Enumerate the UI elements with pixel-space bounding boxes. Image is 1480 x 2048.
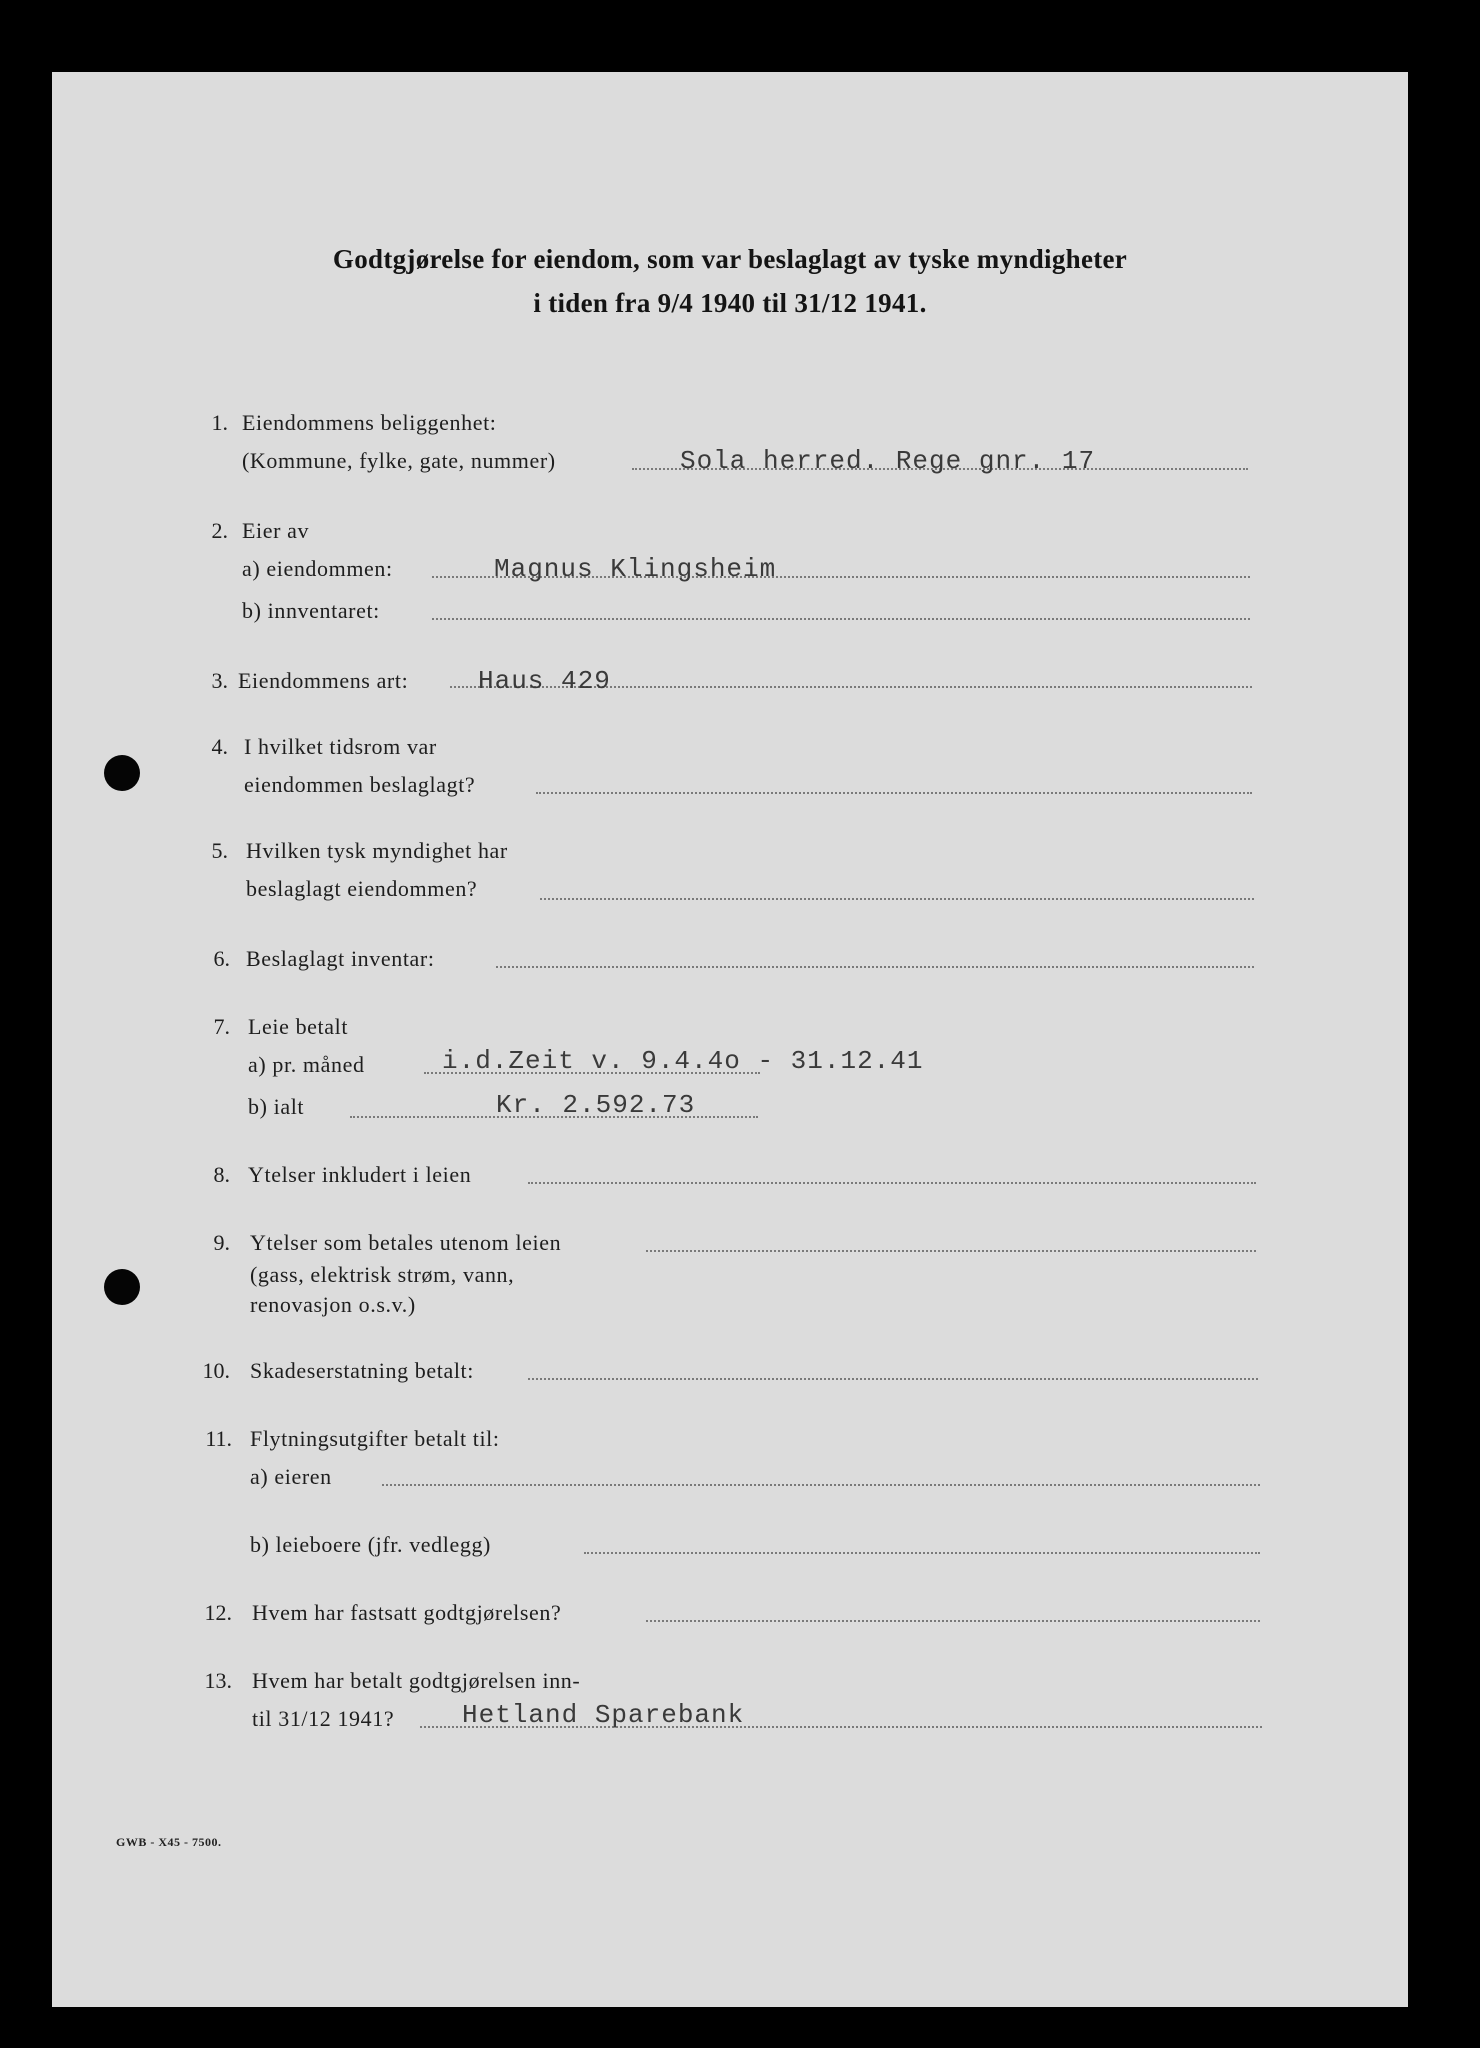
- label-owner-inventory: b) innventaret:: [242, 598, 380, 623]
- item-number: 10.: [202, 1358, 230, 1383]
- label-rent-paid: Leie betalt: [248, 1014, 349, 1039]
- punch-hole-bottom: [104, 1269, 140, 1305]
- label-services-extra-b: (gass, elektrisk strøm, vann,: [250, 1262, 515, 1287]
- field-line: [646, 1250, 1256, 1252]
- label-compensation-paid-b: til 31/12 1941?: [252, 1706, 395, 1731]
- form-title-line2: i tiden fra 9/4 1940 til 31/12 1941.: [533, 288, 927, 318]
- label-services-extra: Ytelser som betales utenom leien: [250, 1230, 562, 1255]
- label-services-extra-c: renovasjon o.s.v.): [250, 1292, 416, 1317]
- label-damages: Skadeserstatning betalt:: [250, 1358, 474, 1383]
- label-services-included: Ytelser inkludert i leien: [248, 1162, 472, 1187]
- label-period-b: eiendommen beslaglagt?: [244, 772, 476, 797]
- value-compensation-paid: Hetland Sparebank: [462, 1700, 745, 1730]
- item-number: 1.: [211, 410, 228, 435]
- label-authority: Hvilken tysk myndighet har: [246, 838, 508, 863]
- label-property-type: Eiendommens art:: [238, 668, 409, 693]
- label-moving-costs: Flytningsutgifter betalt til:: [250, 1426, 500, 1451]
- print-code: GWB - X45 - 7500.: [116, 1835, 222, 1849]
- item-number: 7.: [213, 1014, 230, 1039]
- item-number: 3.: [211, 668, 228, 693]
- item-number: 11.: [205, 1426, 232, 1451]
- label-compensation-paid: Hvem har betalt godtgjørelsen inn-: [252, 1668, 581, 1693]
- label-rent-monthly: a) pr. måned: [248, 1052, 365, 1077]
- item-number: 6.: [213, 946, 230, 971]
- label-owner: Eier av: [242, 518, 310, 543]
- label-authority-b: beslaglagt eiendommen?: [246, 876, 478, 901]
- item-number: 5.: [211, 838, 228, 863]
- label-compensation-set: Hvem har fastsatt godtgjørelsen?: [252, 1600, 562, 1625]
- field-line: [528, 1182, 1256, 1184]
- value-owner-property: Magnus Klingsheim: [494, 554, 777, 584]
- field-line: [540, 898, 1254, 900]
- field-line: [646, 1620, 1260, 1622]
- label-location: Eiendommens beliggenhet:: [242, 410, 497, 435]
- form-title-line1: Godtgjørelse for eiendom, som var beslaglagt av tyske myndigheter: [332, 244, 1128, 274]
- field-line: [584, 1552, 1260, 1554]
- label-moving-tenants: b) leieboere (jfr. vedlegg): [250, 1532, 491, 1557]
- field-line: [432, 618, 1250, 620]
- item-number: 4.: [211, 734, 228, 759]
- value-rent-total: Kr. 2.592.73: [496, 1090, 696, 1120]
- item-number: 13.: [204, 1668, 232, 1693]
- value-location: Sola herred. Rege gnr. 17: [680, 446, 1096, 476]
- field-line: [528, 1378, 1258, 1380]
- item-number: 2.: [211, 518, 228, 543]
- label-moving-owner: a) eieren: [250, 1464, 332, 1489]
- label-seized-inventory: Beslaglagt inventar:: [246, 946, 435, 971]
- value-property-type: Haus 429: [478, 666, 611, 696]
- item-number: 12.: [204, 1600, 232, 1625]
- item-number: 8.: [213, 1162, 230, 1187]
- label-period: I hvilket tidsrom var: [244, 734, 437, 759]
- label-owner-property: a) eiendommen:: [242, 556, 393, 581]
- label-location-hint: (Kommune, fylke, gate, nummer): [242, 448, 556, 473]
- field-line: [496, 966, 1254, 968]
- label-rent-total: b) ialt: [248, 1094, 305, 1119]
- item-number: 9.: [213, 1230, 230, 1255]
- punch-hole-top: [104, 755, 140, 791]
- value-rent-monthly: i.d.Zeit v. 9.4.4o - 31.12.41: [442, 1046, 924, 1076]
- field-line: [536, 792, 1252, 794]
- field-line: [382, 1484, 1260, 1486]
